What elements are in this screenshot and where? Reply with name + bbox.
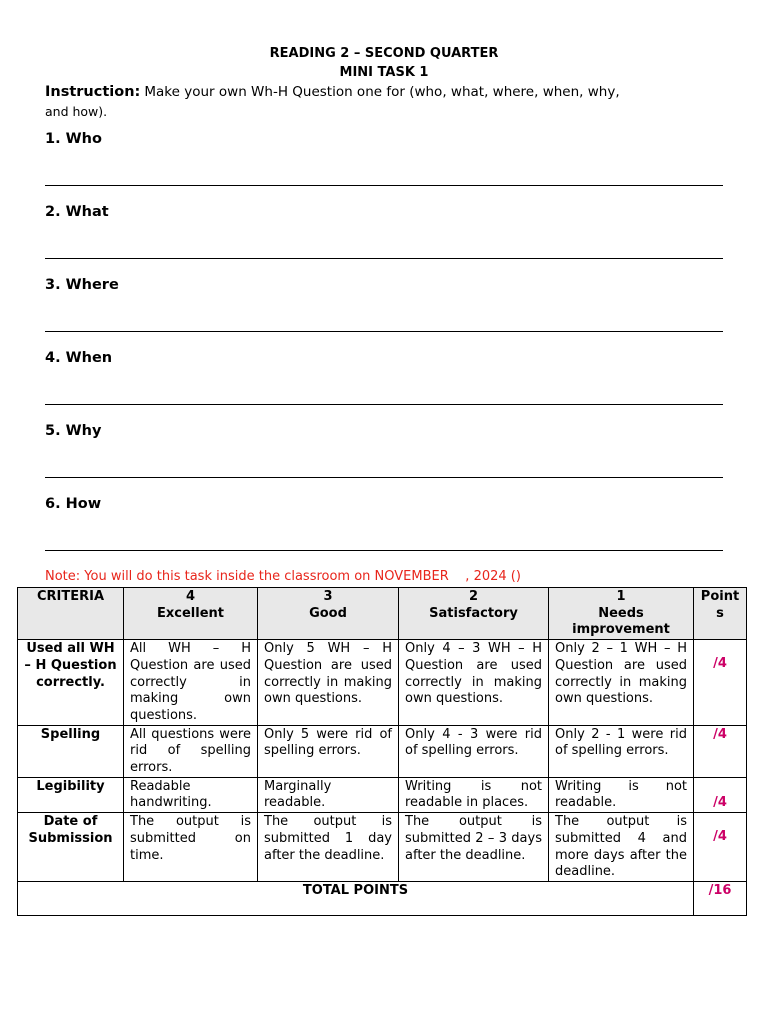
points-cell: /4: [694, 777, 747, 812]
criteria-cell: Used all WH – H Question correctly.: [18, 640, 124, 726]
table-row: [18, 725, 747, 777]
instruction-label: Instruction:: [45, 84, 141, 100]
header-good: 3 Good: [258, 588, 399, 640]
total-row: [18, 881, 747, 915]
question-who: 1. Who: [45, 131, 102, 147]
rubric-cell: The output is submitted on time.: [124, 813, 258, 882]
table-row: [18, 813, 747, 882]
answer-line-why[interactable]: [45, 477, 723, 478]
header-excellent: 4 Excellent: [124, 588, 258, 640]
rubric-cell: Writing is not readable in places.: [399, 777, 549, 812]
points-cell: /4: [694, 640, 747, 726]
criteria-cell: Spelling: [18, 725, 124, 777]
header-points: Points: [694, 588, 747, 640]
rubric-cell: The output is submitted 1 day after the deadline.: [258, 813, 399, 882]
rubric-cell: Only 2 – 1 WH – H Question are used correctly in making own questions.: [549, 640, 694, 726]
points-cell: /4: [694, 725, 747, 777]
question-how: 6. How: [45, 496, 102, 512]
question-where: 3. Where: [45, 277, 119, 293]
instruction-text: Make your own Wh-H Question one for (who, what, where, when, why,: [144, 84, 620, 100]
header-criteria: CRITERIA: [18, 588, 124, 640]
points-cell: /4: [694, 813, 747, 882]
answer-line-where[interactable]: [45, 331, 723, 332]
criteria-cell: Date of Submission: [18, 813, 124, 882]
answer-line-how[interactable]: [45, 550, 723, 551]
rubric-cell: Readable handwriting.: [124, 777, 258, 812]
question-what: 2. What: [45, 204, 109, 220]
instruction: [45, 82, 695, 122]
rubric-table: [17, 587, 747, 916]
table-row: [18, 777, 747, 812]
rubric-header-row: [18, 588, 747, 640]
rubric-cell: Only 5 were rid of spelling errors.: [258, 725, 399, 777]
question-when: 4. When: [45, 350, 113, 366]
rubric-cell: Only 4 - 3 were rid of spelling errors.: [399, 725, 549, 777]
header-needs-improvement: 1 Needs improvement: [549, 588, 694, 640]
worksheet-subtitle: MINI TASK 1: [339, 65, 429, 80]
rubric-cell: Only 5 WH – H Question are used correctly in making own questions.: [258, 640, 399, 726]
rubric-cell: Only 2 - 1 were rid of spelling errors.: [549, 725, 694, 777]
rubric-cell: Only 4 – 3 WH – H Question are used correctly in making own questions.: [399, 640, 549, 726]
rubric-cell: Writing is not readable.: [549, 777, 694, 812]
question-why: 5. Why: [45, 423, 102, 439]
header-satisfactory: 2 Satisfactory: [399, 588, 549, 640]
total-points-label: TOTAL POINTS: [18, 881, 694, 915]
deadline-note: Note: You will do this task inside the classroom on NOVEMBER , 2024 (): [45, 569, 521, 584]
answer-line-who[interactable]: [45, 185, 723, 186]
rubric-cell: The output is submitted 4 and more days after the deadline.: [549, 813, 694, 882]
rubric-cell: Marginally readable.: [258, 777, 399, 812]
rubric-cell: All questions were rid of spelling errors.: [124, 725, 258, 777]
rubric-cell: All WH – H Question are used correctly in making own questions.: [124, 640, 258, 726]
total-points-value: /16: [694, 881, 747, 915]
criteria-cell: Legibility: [18, 777, 124, 812]
answer-line-what[interactable]: [45, 258, 723, 259]
instruction-text-tail: and how).: [45, 104, 108, 119]
worksheet-title: READING 2 – SECOND QUARTER: [269, 46, 499, 61]
rubric-cell: The output is submitted 2 – 3 days after the deadline.: [399, 813, 549, 882]
table-row: [18, 640, 747, 726]
answer-line-when[interactable]: [45, 404, 723, 405]
